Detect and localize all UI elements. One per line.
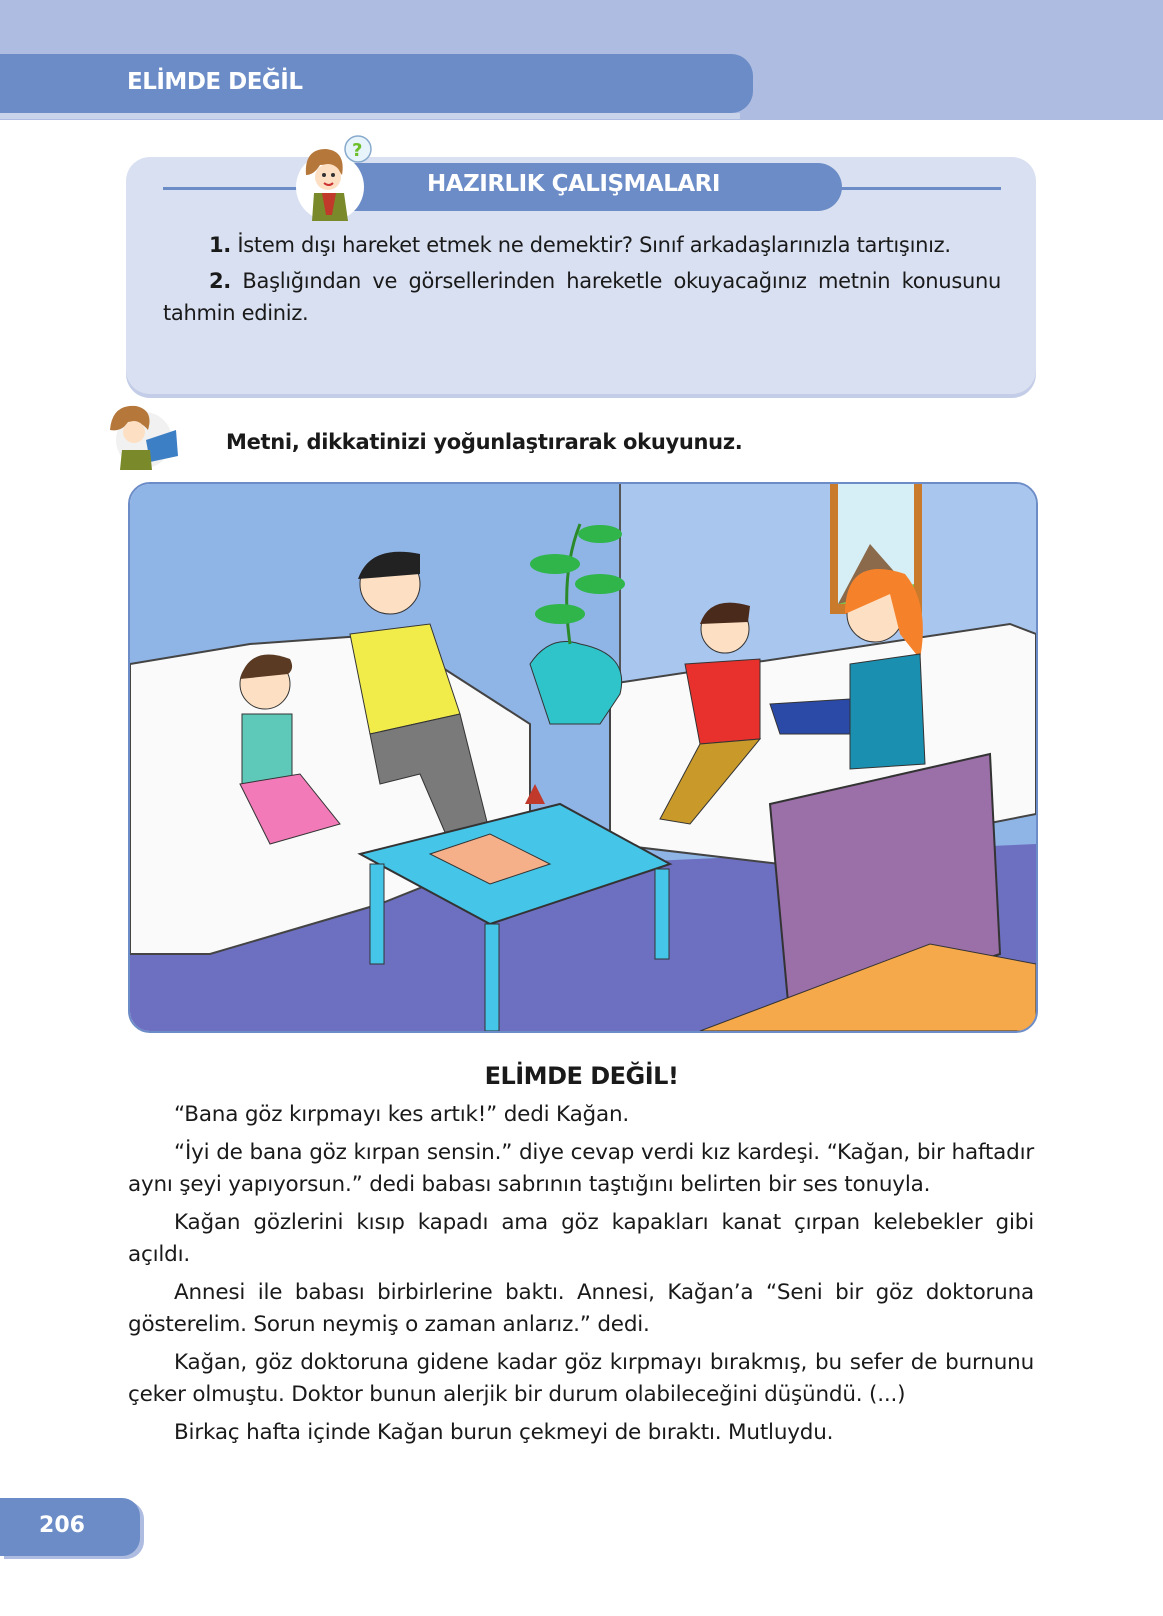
question-2: [163, 265, 1001, 329]
reading-girl-icon: [100, 400, 185, 470]
story-paragraph: Annesi ile babası birbirlerine baktı. Annesi, Kağan’a “Seni bir göz doktoruna gösterelim. Sorun neymiş o zaman anlarız.” dedi.: [128, 1280, 1034, 1337]
preparation-title: HAZIRLIK ÇALIŞMALARI: [427, 171, 720, 197]
chapter-title: ELİMDE DEĞİL: [127, 69, 303, 95]
question-number: 2.: [209, 269, 231, 293]
story-text: [128, 1099, 1034, 1455]
story-paragraph: Kağan, göz doktoruna gidene kadar göz kırpmayı bırakmış, bu sefer de burnunu çeker olmuştu. Doktor bunun alerjik bir durum olabileceğini düşündü. (...): [128, 1350, 1034, 1407]
title-bar-shadow: [0, 113, 740, 119]
question-1: [163, 229, 1001, 261]
reading-instruction: Metni, dikkatinizi yoğunlaştırarak okuyunuz.: [226, 430, 743, 454]
preparation-questions: [163, 229, 1001, 333]
story-paragraph: Birkaç hafta içinde Kağan burun çekmeyi de bıraktı. Mutluydu.: [174, 1420, 834, 1445]
page-number-tab: [0, 1498, 140, 1556]
question-text: Başlığından ve görsellerinden hareketle okuyacağınız metnin konusunu tahmin ediniz.: [163, 269, 1001, 325]
thinking-girl-icon: [286, 135, 381, 225]
svg-text:?: ?: [352, 140, 363, 161]
story-paragraph: “İyi de bana göz kırpan sensin.” diye cevap verdi kız kardeşi. “Kağan, bir haftadır aynı şeyi yapıyorsun.” dedi babası sabrının taştığını belirten bir ses tonuyla.: [128, 1140, 1034, 1197]
story-paragraph: Kağan gözlerini kısıp kapadı ama göz kapakları kanat çırpan kelebekler gibi açıldı.: [128, 1210, 1034, 1267]
question-text: İstem dışı hareket etmek ne demektir? Sınıf arkadaşlarınızla tartışınız.: [237, 233, 951, 257]
chapter-title-bar: [0, 54, 753, 113]
question-number: 1.: [209, 233, 231, 257]
story-paragraph: “Bana göz kırpmayı kes artık!” dedi Kağan.: [174, 1102, 630, 1127]
preparation-box: [126, 140, 1036, 394]
page-number: 206: [39, 1513, 85, 1538]
family-living-room-illustration: [128, 482, 1038, 1033]
story-title: ELİMDE DEĞİL!: [484, 1062, 679, 1090]
